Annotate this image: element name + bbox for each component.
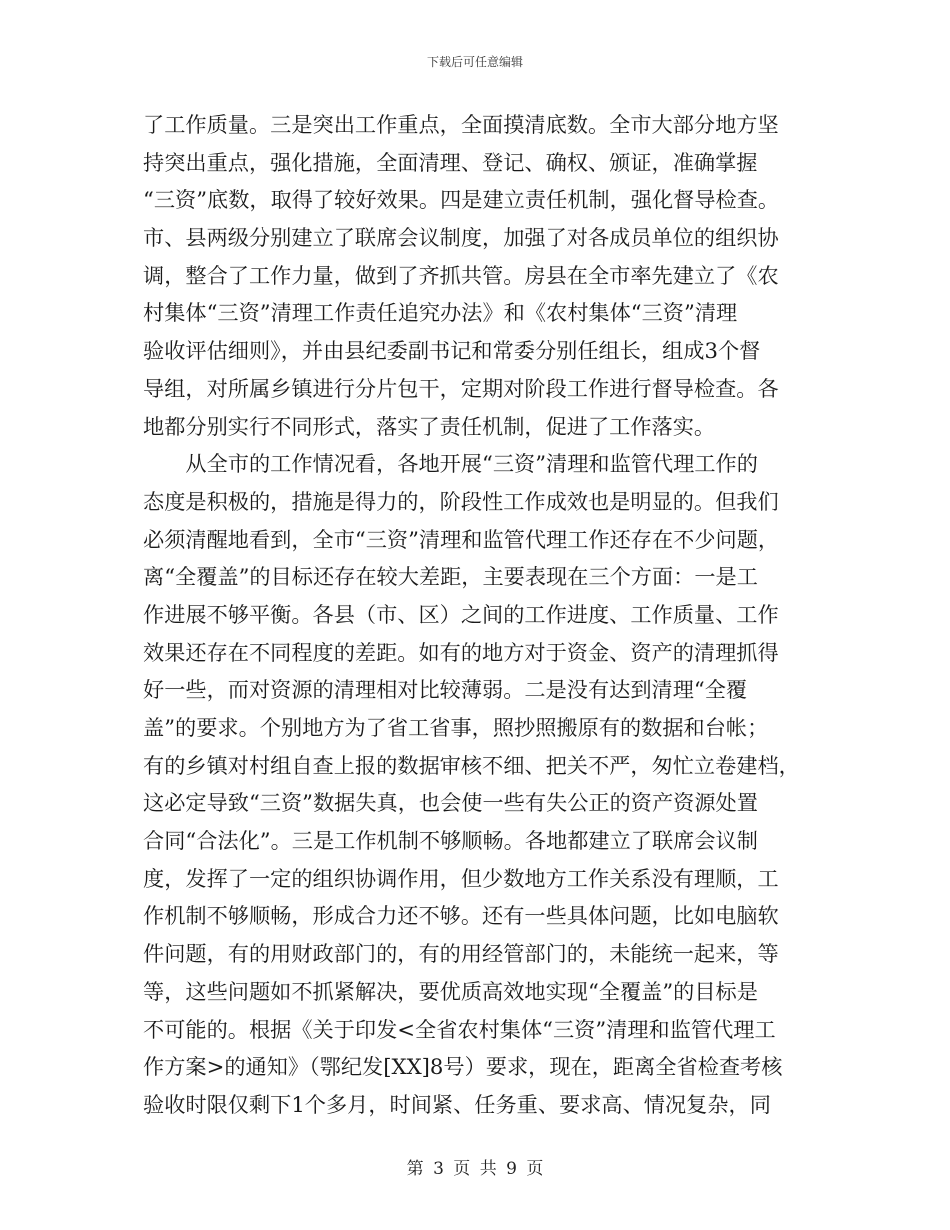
page-header-note: 下载后可任意编辑 bbox=[426, 55, 523, 69]
text-line: 必须清醒地看到，全市“三资”清理和监管代理工作还存在不少问题， bbox=[143, 526, 780, 552]
text-line: 效果还存在不同程度的差距。如有的地方对于资金、资产的清理抓得 bbox=[143, 639, 779, 665]
text-line: 有的乡镇对村组自查上报的数据审核不细、把关不严，匆忙立卷建档， bbox=[143, 752, 800, 778]
text-line: 地都分别实行不同形式，落实了责任机制，促进了工作落实。 bbox=[143, 413, 716, 439]
text-line: 这必定导致“三资”数据失真，也会使一些有失公正的资产资源处置 bbox=[143, 790, 758, 816]
text-line: 等，这些问题如不抓紧解决，要优质高效地实现“全覆盖”的目标是 bbox=[143, 978, 758, 1004]
document-body bbox=[143, 106, 809, 1124]
text-line: 不可能的。根据《关于印发<全省农村集体“三资”清理和监管代理工 bbox=[143, 1016, 776, 1042]
text-line: 盖”的要求。个别地方为了省工省事，照抄照搬原有的数据和台帐； bbox=[143, 715, 769, 740]
text-line: 从全市的工作情况看，各地开展“三资”清理和监管代理工作的 bbox=[143, 451, 758, 477]
text-line: 合同“合法化”。三是工作机制不够顺畅。各地都建立了联席会议制 bbox=[143, 828, 758, 854]
text-line: 村集体“三资”清理工作责任追究办法》和《农村集体“三资”清理 bbox=[143, 300, 738, 326]
text-line: 了工作质量。三是突出工作重点，全面摸清底数。全市大部分地方坚 bbox=[143, 112, 779, 137]
text-line: 导组，对所属乡镇进行分片包干，定期对阶段工作进行督导检查。各 bbox=[143, 375, 779, 401]
text-line: 好一些，而对资源的清理相对比较薄弱。二是没有达到清理“全覆 bbox=[143, 677, 748, 703]
text-line: 离“全覆盖”的目标还存在较大差距，主要表现在三个方面：一是工 bbox=[143, 564, 758, 590]
text-line: 件问题，有的用财政部门的，有的用经管部门的，未能统一起来，等 bbox=[143, 941, 779, 967]
text-line: 调，整合了工作力量，做到了齐抓共管。房县在全市率先建立了《农 bbox=[143, 262, 779, 288]
text-line: “三资”底数，取得了较好效果。四是建立责任机制，强化督导检查。 bbox=[143, 187, 780, 213]
text-line: 持突出重点，强化措施，全面清理、登记、确权、颁证，准确掌握 bbox=[143, 149, 758, 175]
text-line: 作机制不够顺畅，形成合力还不够。还有一些具体问题，比如电脑软 bbox=[143, 903, 779, 929]
text-line: 市、县两级分别建立了联席会议制度，加强了对各成员单位的组织协 bbox=[143, 225, 779, 251]
text-line: 验收时限仅剩下1个多月，时间紧、任务重、要求高、情况复杂，同 bbox=[143, 1091, 771, 1117]
text-line: 度，发挥了一定的组织协调作用，但少数地方工作关系没有理顺，工 bbox=[143, 865, 779, 891]
page-number: 第 3 页 共 9 页 bbox=[406, 1159, 544, 1179]
text-line: 态度是积极的，措施是得力的，阶段性工作成效也是明显的。但我们 bbox=[143, 488, 779, 514]
text-line: 作进展不够平衡。各县（市、区）之间的工作进度、工作质量、工作 bbox=[143, 601, 779, 627]
text-line: 验收评估细则》，并由县纪委副书记和常委分别任组长，组成3个督 bbox=[143, 338, 761, 364]
text-line: 作方案>的通知》（鄂纪发[XX]8号）要求，现在，距离全省检查考核 bbox=[143, 1054, 783, 1080]
